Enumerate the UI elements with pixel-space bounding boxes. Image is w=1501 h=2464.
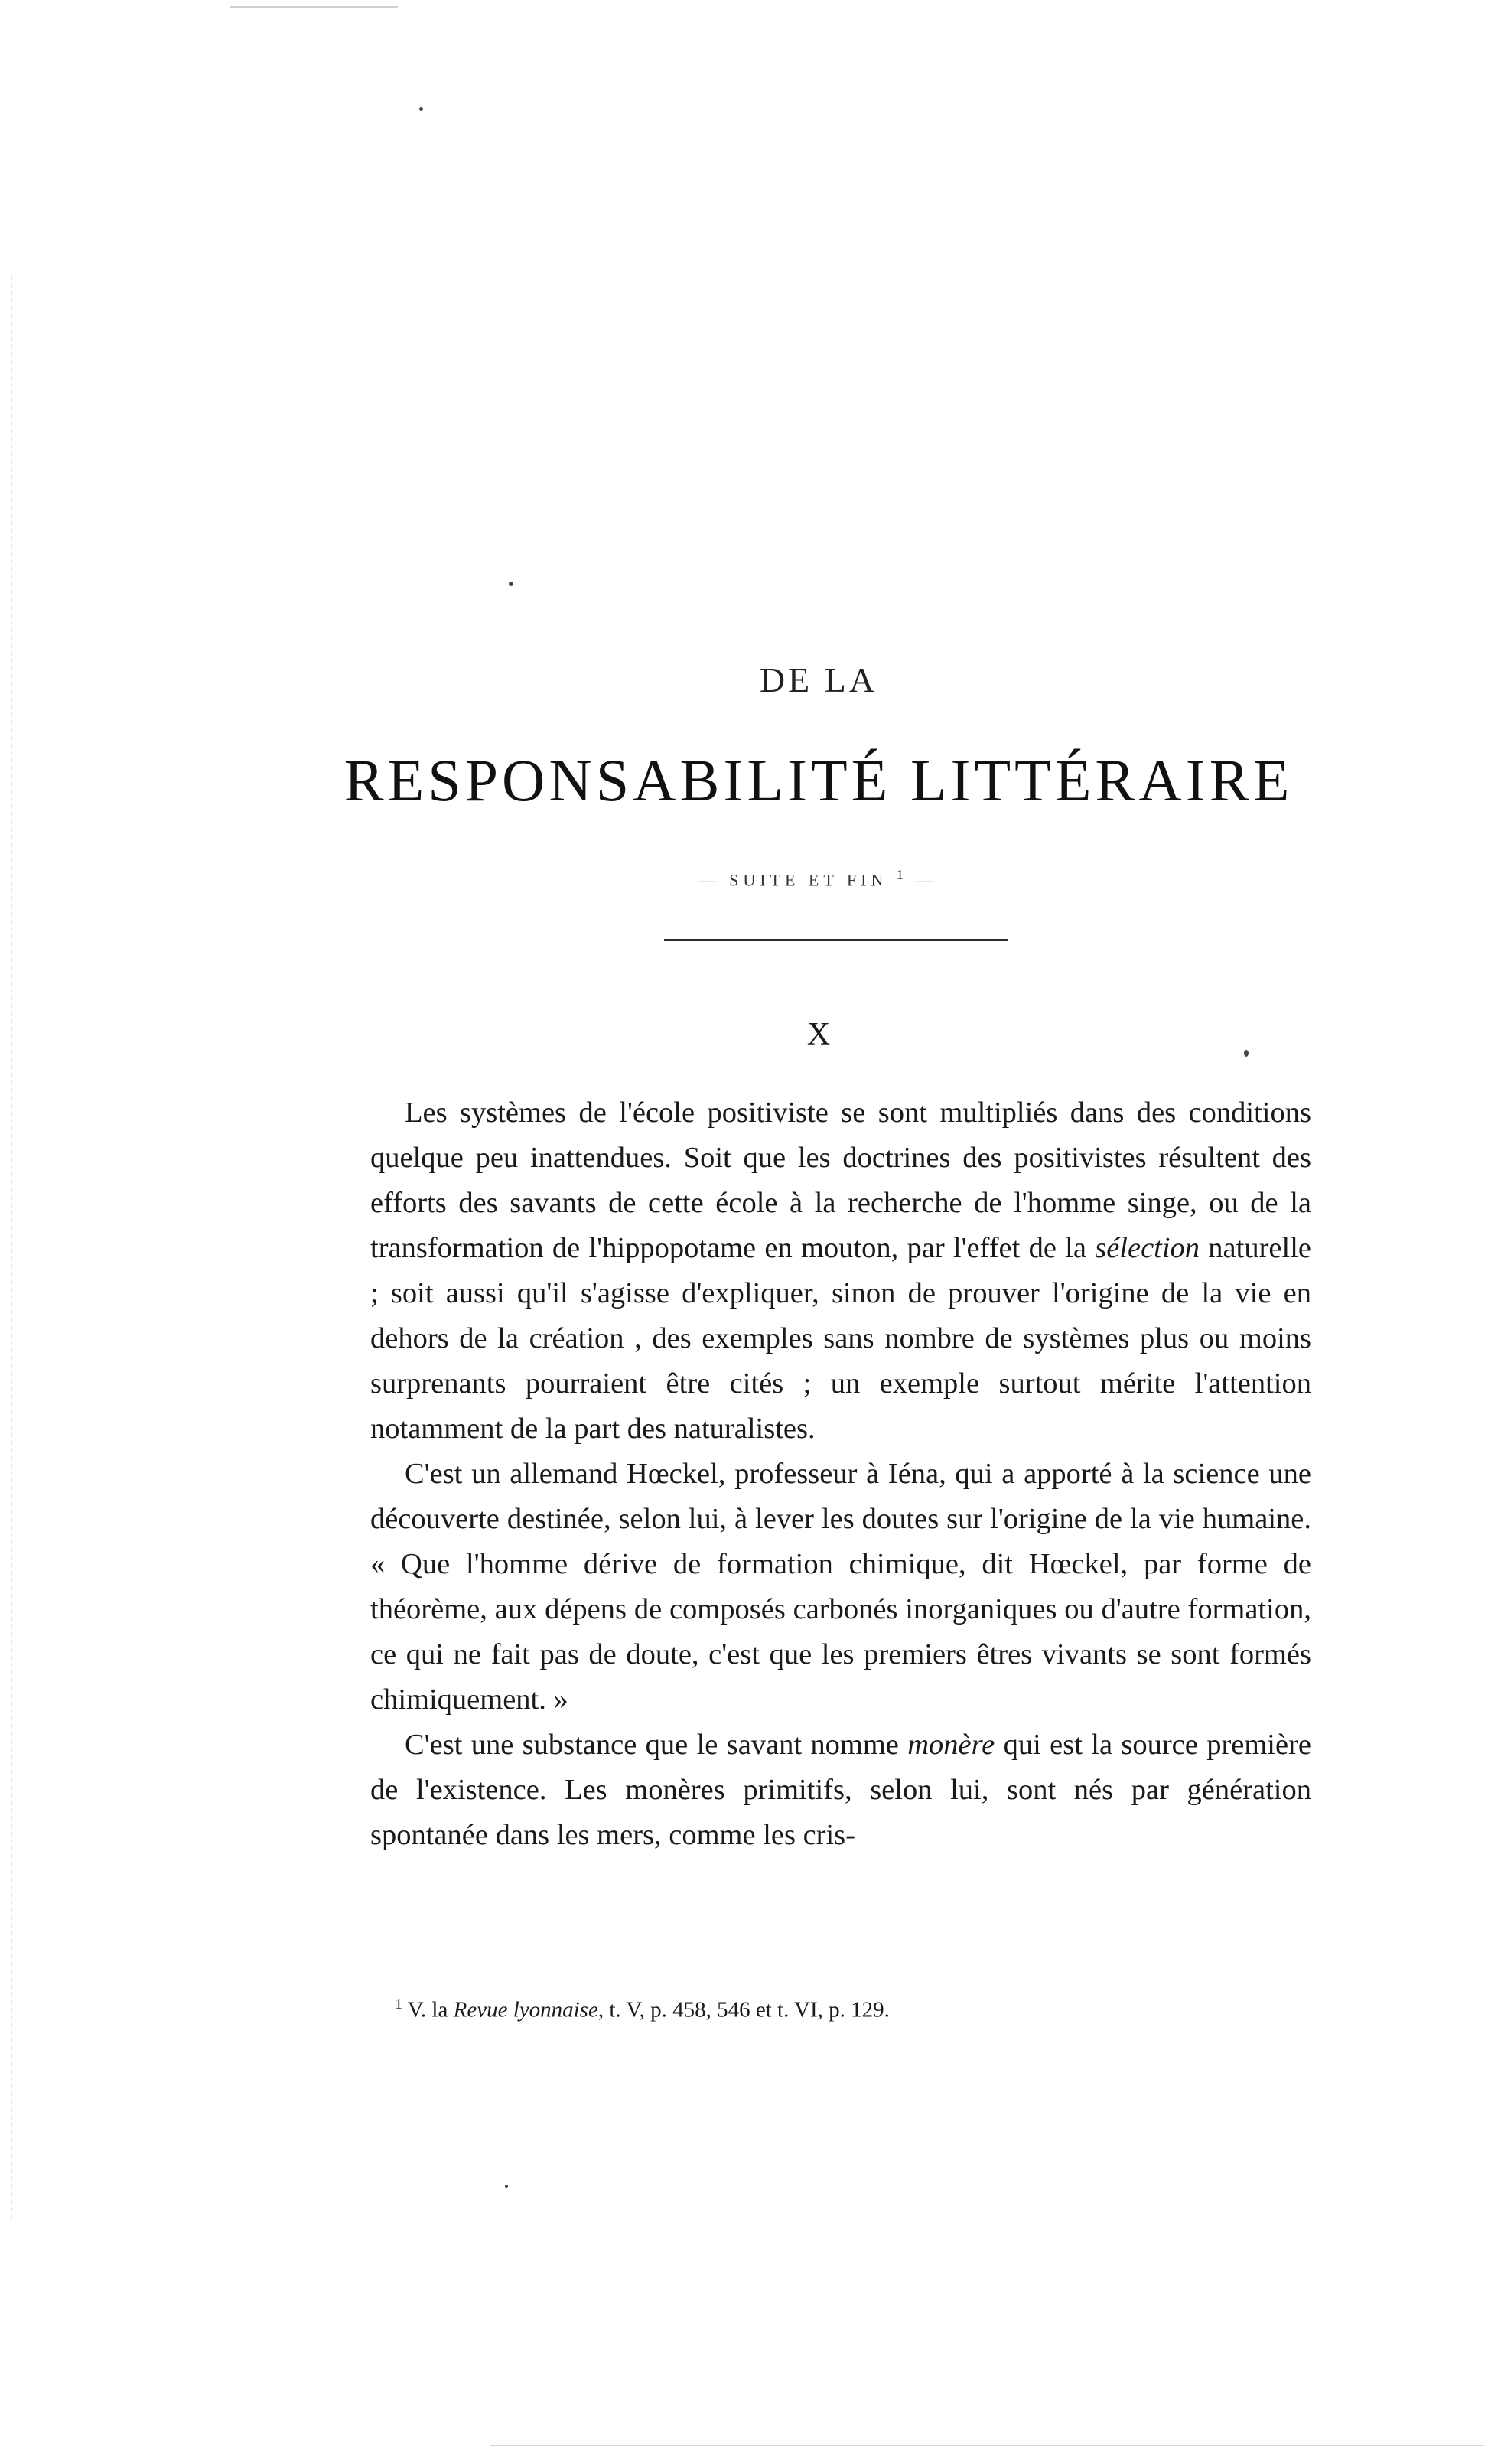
- section-numeral: X: [806, 1017, 831, 1052]
- emphasis-term: sélection: [1095, 1232, 1200, 1264]
- title-rule: [664, 939, 1008, 941]
- footnote-journal-title: Revue lyonnaise: [453, 1997, 598, 2022]
- body-text: [370, 1090, 1311, 1858]
- paragraph-text: Les systèmes de l'école positiviste se sont multipliés dans des conditions quelque peu inattendues. Soit que les doctrines des positivistes résultent des efforts des savants de cette école à la recherche de l'homme singe, ou de la transformation de l'hippopotame en mouton, par l'effet de la: [370, 1097, 1311, 1264]
- paragraph-text: qui est la source première de l'existence. Les monères primitifs, selon lui, sont nés par génération spontanée dans les mers, comme les cris-: [370, 1729, 1312, 1851]
- speck: [505, 2185, 508, 2188]
- scan-edge-bottom: [490, 2445, 1484, 2446]
- emphasis-term: monère: [907, 1729, 995, 1761]
- speck: [419, 107, 423, 111]
- article-subtitle: [0, 867, 1501, 890]
- paragraph-text: C'est un allemand Hœckel, professeur à Iéna, qui a apporté à la science une découverte destinée, selon lui, à lever les doutes sur l'origine de la vie humaine. « Que l'homme dérive de formation chimique, dit Hœckel, par forme de théorème, aux dépens de composés carbonés inorganiques ou d'autre formation, ce qui ne fait pas de doute, c'est que les premiers êtres vivants se sont formés chimiquement. »: [370, 1458, 1311, 1716]
- subtitle-end: —: [917, 870, 939, 890]
- pre-title: DE LA: [759, 660, 878, 699]
- footnote-text: V. la: [402, 1997, 454, 2022]
- paragraph-1: [370, 1090, 1311, 1452]
- footnote-marker: 1: [395, 1996, 402, 2013]
- footnote: [395, 1996, 1313, 2023]
- scan-edge-left: [11, 275, 15, 2219]
- scan-edge-top: [230, 6, 398, 8]
- paragraph-text: C'est une substance que le savant nomme: [405, 1729, 908, 1761]
- paragraph-3: [370, 1723, 1311, 1858]
- paragraph-text: naturelle ; soit aussi qu'il s'agisse d'expliquer, sinon de prouver l'origine de la vie en dehors de la création , des exemples sans nombre de systèmes plus ou moins surprenants pourraient être cités ; un exemple surtout mérite l'attention notamment de la part des naturalistes.: [370, 1232, 1311, 1445]
- paragraph-2: [370, 1452, 1311, 1723]
- speck: [509, 582, 513, 586]
- footnote-text: , t. V, p. 458, 546 et t. VI, p. 129.: [597, 1997, 890, 2022]
- article-title: RESPONSABILITÉ LITTÉRAIRE: [344, 747, 1294, 813]
- footnote-reference: 1: [896, 867, 908, 882]
- subtitle-text: — SUITE ET FIN: [698, 870, 888, 890]
